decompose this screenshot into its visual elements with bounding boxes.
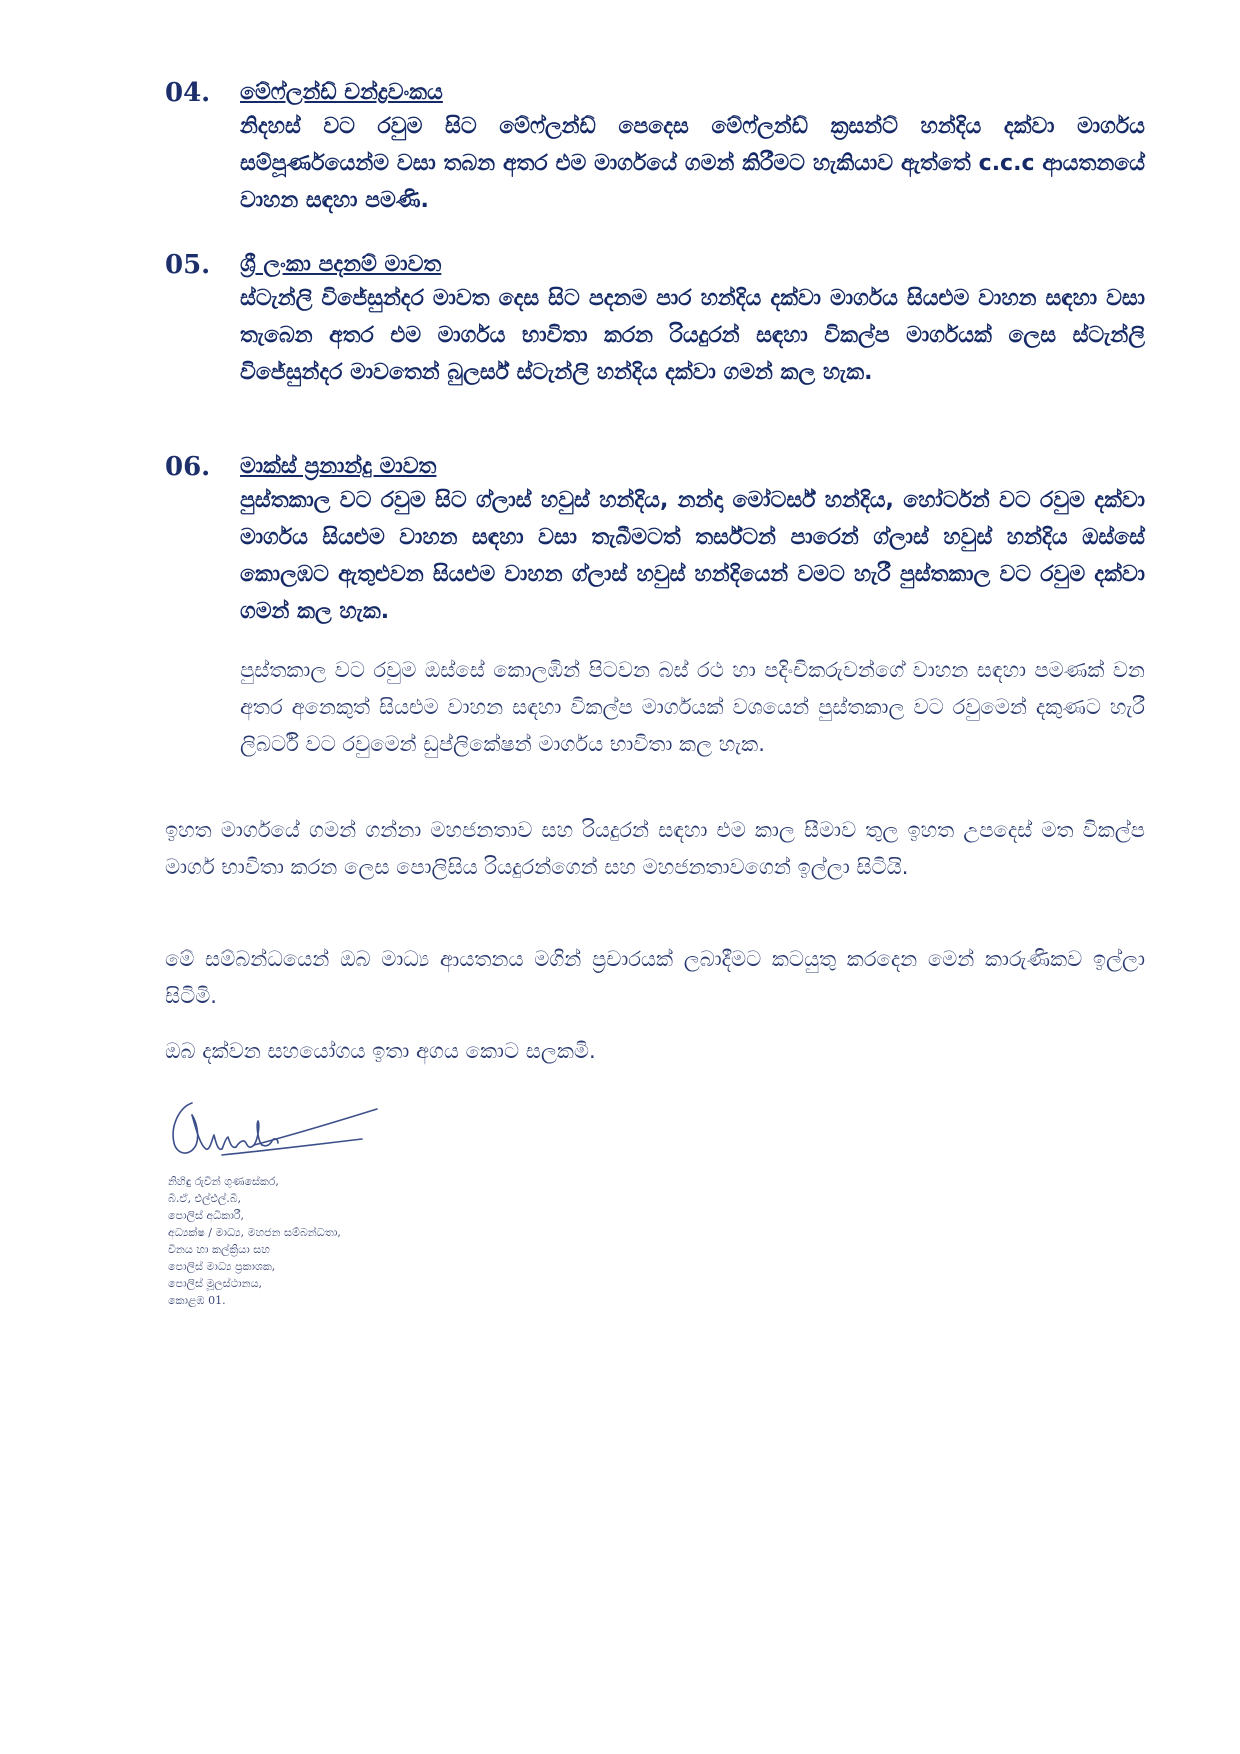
signatory-rank: පොලිස් අධිකාරී, — [168, 1209, 244, 1222]
signatory-title-cont: විනය හා කල්ක්‍රියා සහ — [168, 1243, 270, 1256]
section-body — [240, 250, 1145, 391]
section-text: ස්ටැන්ලි විජේසුන්දර මාවත දෙස සිට පදනම පාර හන්දිය දක්වා මාර්ගය සියළුම වාහන සඳහා වසා තැබෙන අතර එම මාර්ගය භාවිතා කරන රියදුරන් සඳහා විකල්ප මාර්ගයක් ලෙස ස්ටැන්ලි විජේසුන්දර මාවතෙන් බුලර්ස් ස්ටැන්ලි හන්දිය දක්වා ගමන් කල හැක. — [240, 286, 1145, 385]
section-text: පුස්තකාල වට රවුම සිට ග්ලාස් හවුස් හන්දිය, නන්දා මෝටර්ස් හන්දිය, හෝර්ටන් වට රවුම දක්වා මාර්ගය සියළුම වාහන සඳහා වසා තැබීමටත් තර්ස්ටන් පාරෙන් ග්ලාස් හවුස් හන්දිය ඔස්සේ කොලඹට ඇතුළුවන සියළුම වාහන ග්ලාස් හවුස් හන්දියෙන් වමට හැරී පුස්තකාල වට රවුම දක්වා ගමන් කල හැක. — [240, 488, 1145, 624]
section-title: මාක්ස් ප්‍රනාන්දු මාවත — [240, 454, 437, 479]
signatory-name: නිහිඳු රුවින් ගුණසේකර, — [168, 1175, 279, 1188]
signature-block — [162, 1095, 412, 1310]
signatory-role: පොලිස් මාධ්‍ය ප්‍රකාශක, — [168, 1260, 276, 1273]
section-title: මේෆ්ලන්ඩ් චන්ද්‍රවංකය — [240, 80, 443, 105]
signatory-city: කොළඹ 01. — [168, 1294, 226, 1307]
paragraph-thanks: ඔබ දක්වන සහයෝගය ඉතා අගය කොට සලකමි. — [165, 1039, 596, 1063]
paragraph-media-request: මේ සම්බන්ධයෙන් ඔබ මාධ්‍ය ආයතනය මගින් ප්‍රචාරයක් ලබාදීමට කටයුතු කරදෙන මෙන් කාරුණිකව ඉල්ලා සිටිමි. — [165, 947, 1145, 1008]
section-text-secondary: පුස්තකාල වට රවුම ඔස්සේ කොලඹින් පිටවන බස් රථ හා පදිංචිකරුවන්ගේ වාහන සඳහා පමණක් වන අතර අනෙකුත් සියළුම වාහන සඳහා විකල්ප මාර්ගයක් වශයෙන් පුස්තකාල වට රවුමෙන් දකුණට හැරී ලිබර්ටි වට රවුමෙන් ඩුප්ලිකේෂන් මාර්ගය භාවිතා කල හැක. — [240, 658, 1145, 756]
paragraph-alternative-routes: ඉහත මාර්ගයේ ගමන් ගන්නා මහජනතාව සහ රියදුරන් සඳහා එම කාල සීමාව තුල ඉහත උපදෙස් මත විකල්ප මාර්ග භාවිතා කරන ලෙස පොලිසිය රියදුරන්ගෙන් සහ මහජනතාවගෙන් ඉල්ලා සිටියි. — [165, 818, 1145, 879]
signatory-title: අධ්‍යක්ෂ / මාධ්‍ය, මහජන සම්බන්ධතා, — [168, 1226, 341, 1239]
section-number: 06. — [165, 452, 211, 482]
section-title: ශ්‍රී ලංකා පදනම් මාවත — [240, 252, 442, 277]
handwritten-signature — [162, 1095, 412, 1175]
section-body — [240, 78, 1145, 219]
section-number: 05. — [165, 250, 211, 280]
signatory-details — [168, 1173, 341, 1309]
signatory-degrees: බී.ඒ, එල්එල්.බී, — [168, 1192, 242, 1205]
section-body — [240, 452, 1145, 763]
section-number: 04. — [165, 78, 211, 108]
signatory-office: පොලිස් මූලස්ථානය, — [168, 1277, 262, 1290]
section-text: නිදහස් වට රවුම සිට මේෆ්ලන්ඩ් පෙදෙස මේෆ්ලන්ඩ් ක්‍රසන්ට් හන්දිය දක්වා මාර්ගය සම්පූර්ණයෙන්ම වසා තබන අතර එම මාර්ගයේ ගමන් කිරීමට හැකියාව ඇත්තේ c.c.c ආයතනයේ වාහන සඳහා පමණි. — [240, 114, 1145, 213]
